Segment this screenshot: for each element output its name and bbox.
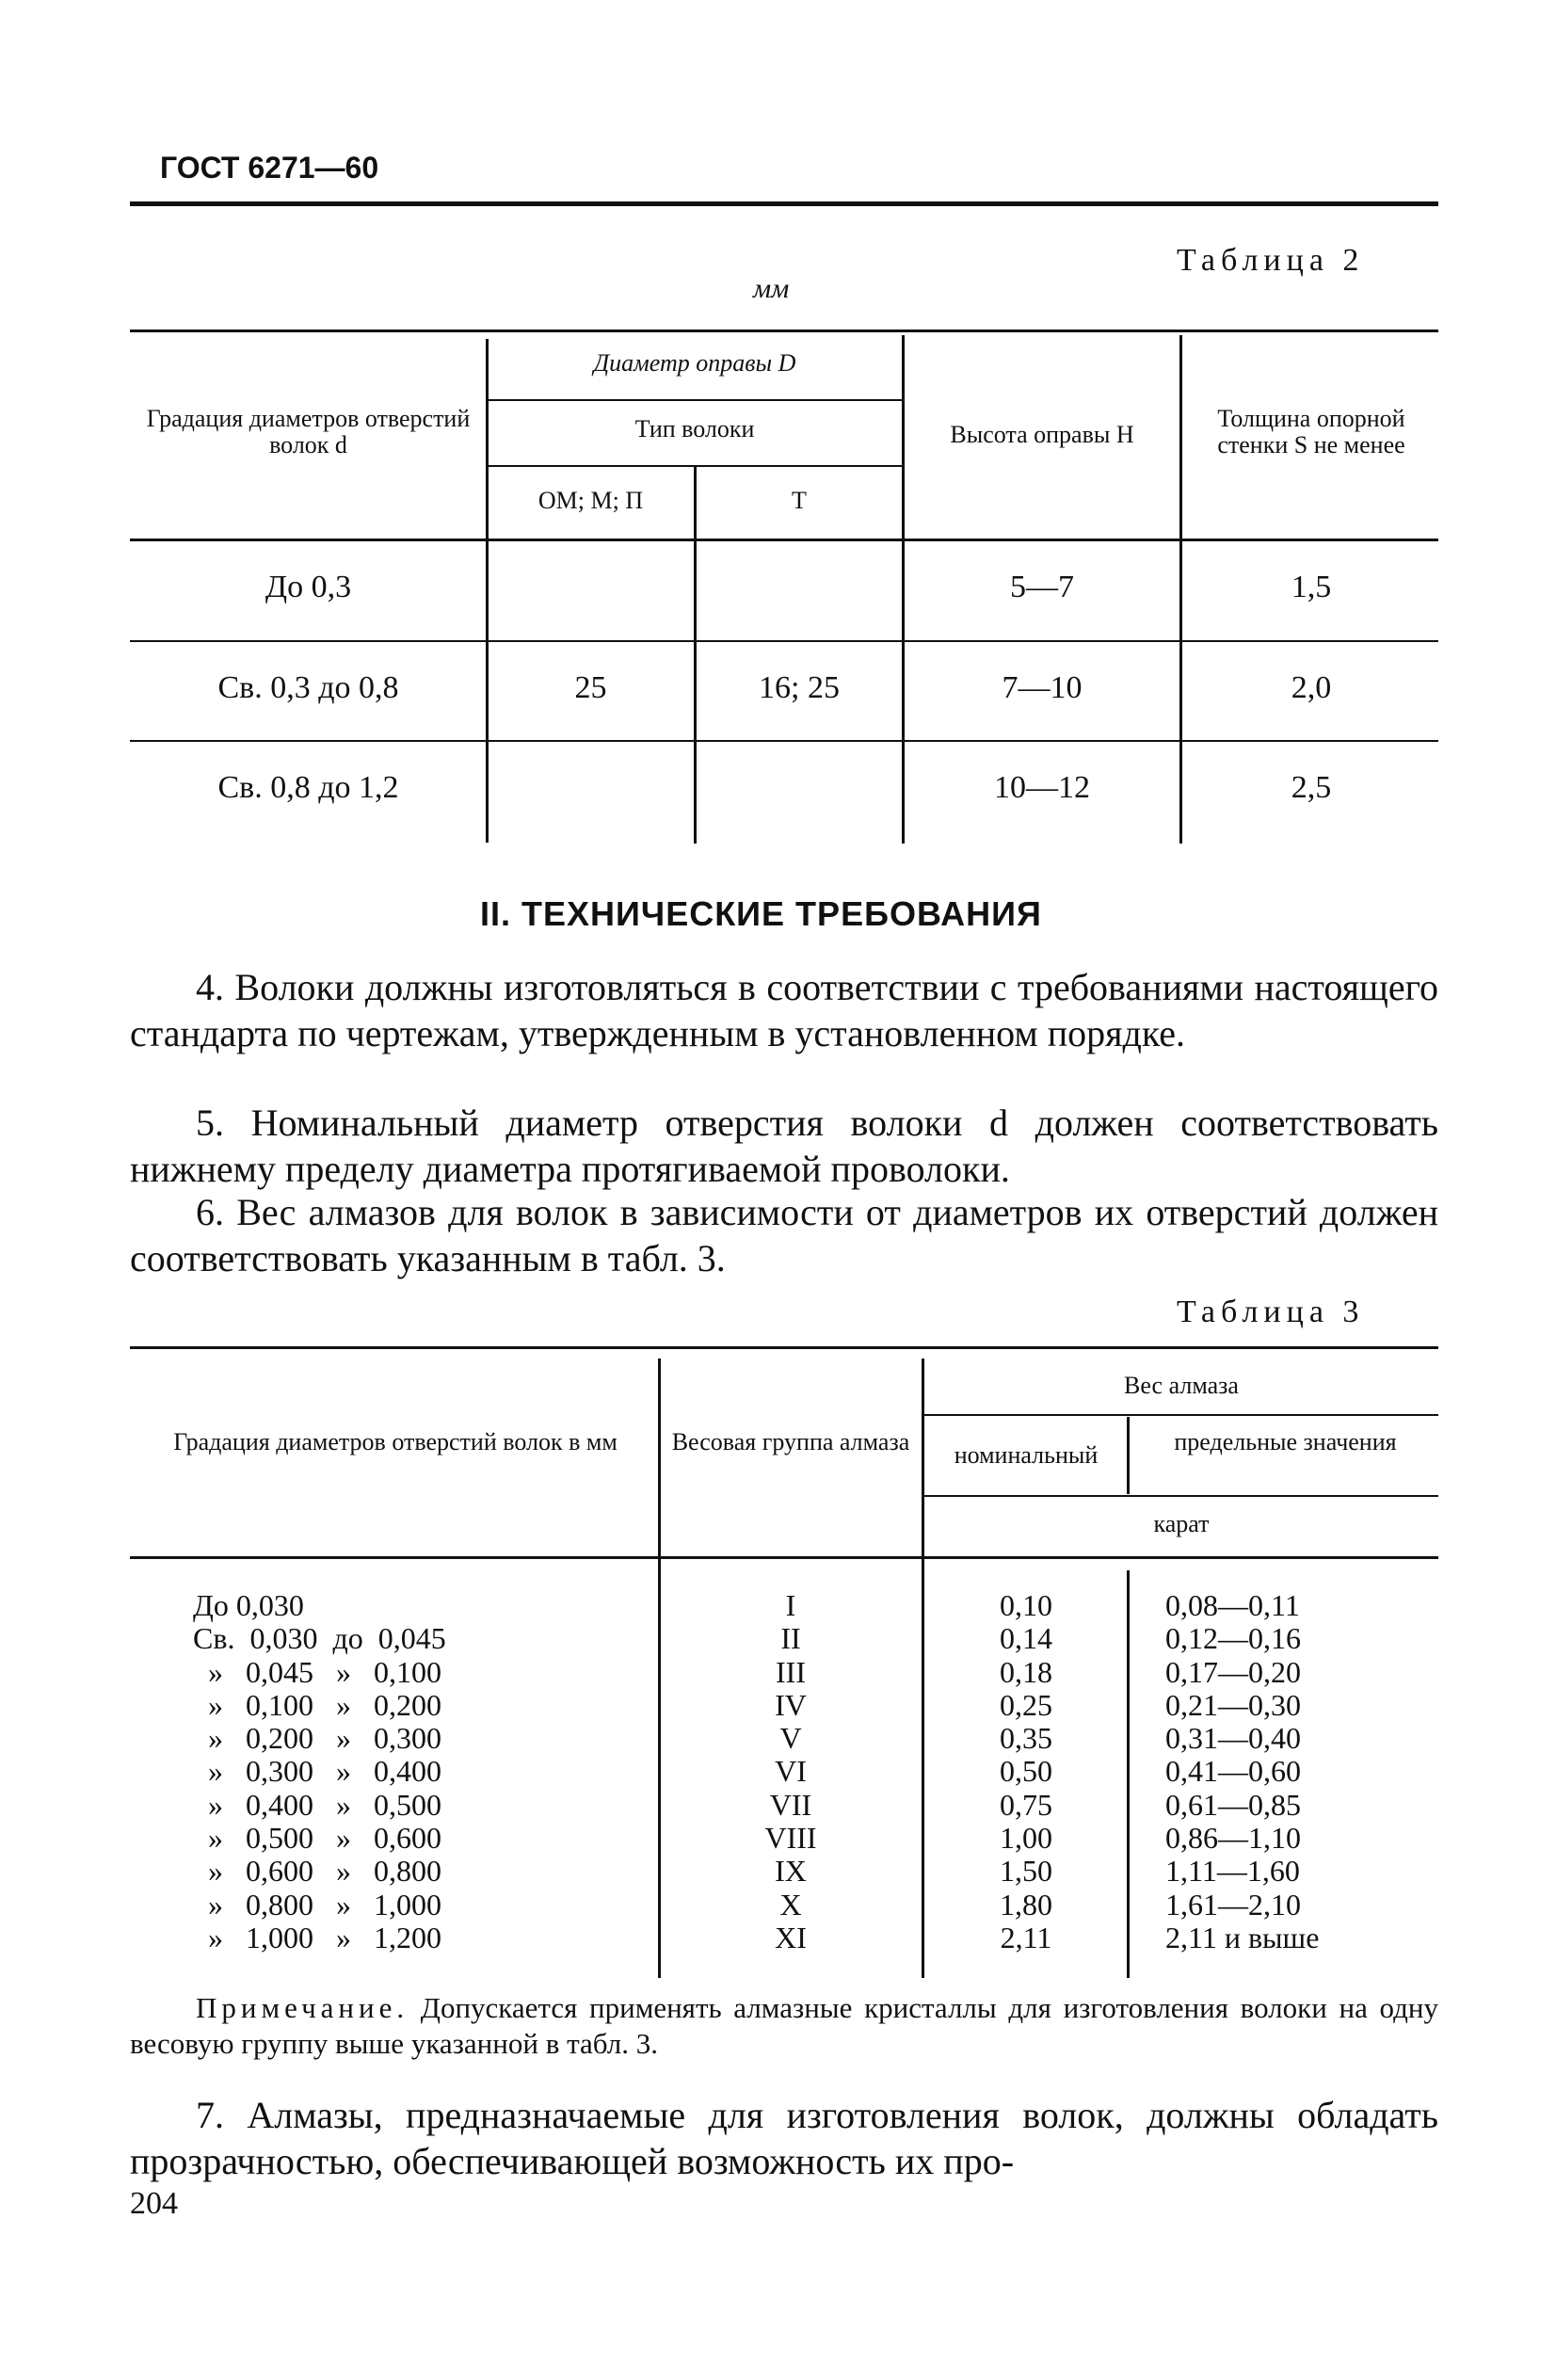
table2-header-die-type: Тип волоки [634, 415, 755, 442]
table2-col-rule [694, 467, 697, 844]
table3-header-nominal: номинальный [954, 1441, 1099, 1469]
table3-caption: Таблица 3 [1177, 1295, 1365, 1329]
table3-group-column: I II III IV V VI VII VIII IX X XI [764, 1588, 817, 1954]
table2-merged-diameter-b: 16; 25 [759, 670, 840, 705]
page-number: 204 [130, 2186, 178, 2221]
table2-row-wall: 1,5 [1291, 570, 1332, 604]
table2-row-wall: 2,5 [1291, 770, 1332, 805]
table2-header-wall: Толщина опорной стенки S не менее [1217, 405, 1405, 458]
paragraph-6: 6. Вес алмазов для волок в зависимости от диаметров их отверстий должен соответствовать указанным в табл. 3. [130, 1191, 1438, 1279]
document-code: ГОСТ 6271—60 [160, 151, 379, 185]
table2-col-rule [1179, 335, 1182, 844]
table2-header-height: Высота оправы H [950, 421, 1134, 448]
table2-row-wall: 2,0 [1291, 670, 1332, 705]
table2-row-rule [130, 640, 1438, 642]
table3-gradation-column: До 0,030 Св. 0,030 до 0,045 » 0,045 » 0,100 » 0,100 » 0,200 » 0,200 » 0,300 » 0,300 » 0,400 » 0,400 » 0,500 » 0,500 » 0,600 » 0,600 » 0,800 » 0,800 » 1,000 » 1,000 » 1,200 [193, 1588, 446, 1954]
table3-header-rule [130, 1556, 1438, 1559]
table3-col-rule [658, 1359, 661, 1978]
section-title: II. ТЕХНИЧЕСКИЕ ТРЕБОВАНИЯ [480, 894, 1042, 933]
table2-row-height: 10—12 [994, 770, 1090, 805]
table2-sub-rule [488, 399, 902, 401]
note-text: Допускается применять алмазные кристаллы для изготовления волоки на одну весовую группу выше указанной в табл. 3. [130, 1991, 1438, 2060]
table2-row-gradation: Св. 0,3 до 0,8 [217, 670, 399, 705]
table2-row-height: 5—7 [1010, 570, 1074, 604]
table2-unit: мм [753, 273, 790, 304]
table3-header-weight: Вес алмаза [1124, 1372, 1239, 1399]
note-label: Примечание. [196, 1991, 409, 2024]
table2-merged-diameter-a: 25 [574, 670, 607, 705]
table2-header-diameter: Диаметр оправы D [593, 349, 796, 377]
table2-header-rule [130, 539, 1438, 541]
table3-sub-rule [924, 1414, 1438, 1416]
table3-sub-rule [924, 1495, 1438, 1497]
table3-note [130, 1990, 1438, 2062]
header-rule [130, 201, 1438, 206]
paragraph-4: 4. Волоки должны изготовляться в соответствии с требованиями настоящего стандарта по чертежам, утвержденным в установленном порядке. [130, 966, 1438, 1054]
table3-limits-column: 0,08—0,11 0,12—0,16 0,17—0,20 0,21—0,30 0,31—0,40 0,41—0,60 0,61—0,85 0,86—1,10 1,11—1,60 1,61—2,10 2,11 и выше [1165, 1588, 1320, 1954]
table3-nominal-column: 0,10 0,14 0,18 0,25 0,35 0,50 0,75 1,00 1,50 1,80 2,11 [1000, 1588, 1052, 1954]
table3-header-group: Весовая группа алмаза [671, 1428, 910, 1455]
table2-col-rule [486, 339, 489, 843]
table3-header-gradation: Градация диаметров отверстий волок в мм [173, 1428, 618, 1455]
table2-header-type-a: ОМ; М; П [537, 487, 644, 514]
table2-header-type-b: Т [792, 487, 807, 514]
table3-header-limits: предельные значения [1174, 1428, 1397, 1455]
table2-header-gradation: Градация диаметров отверстий волок d [146, 405, 471, 458]
table2-col-rule [902, 335, 905, 844]
table2-row-gradation: Св. 0,8 до 1,2 [217, 770, 399, 805]
table3-top-rule [130, 1346, 1438, 1349]
table2-row-height: 7—10 [1002, 670, 1083, 705]
table3-header-unit: карат [1153, 1510, 1210, 1537]
table3-col-rule [1127, 1570, 1130, 1978]
table2-row-gradation: До 0,3 [265, 570, 352, 604]
table2-top-rule [130, 330, 1438, 332]
table2-row-rule [130, 740, 1438, 742]
table3-col-rule [922, 1359, 924, 1978]
table3-col-rule [1127, 1417, 1130, 1494]
table2-caption: Таблица 2 [1177, 243, 1365, 278]
paragraph-5: 5. Номинальный диаметр отверстия волоки d должен соответствовать нижнему пределу диаметра протягиваемой проволоки. [130, 1102, 1438, 1190]
paragraph-7: 7. Алмазы, предназначаемые для изготовления волок, должны обладать прозрачностью, обеспечивающей возможность их про- [130, 2094, 1438, 2182]
